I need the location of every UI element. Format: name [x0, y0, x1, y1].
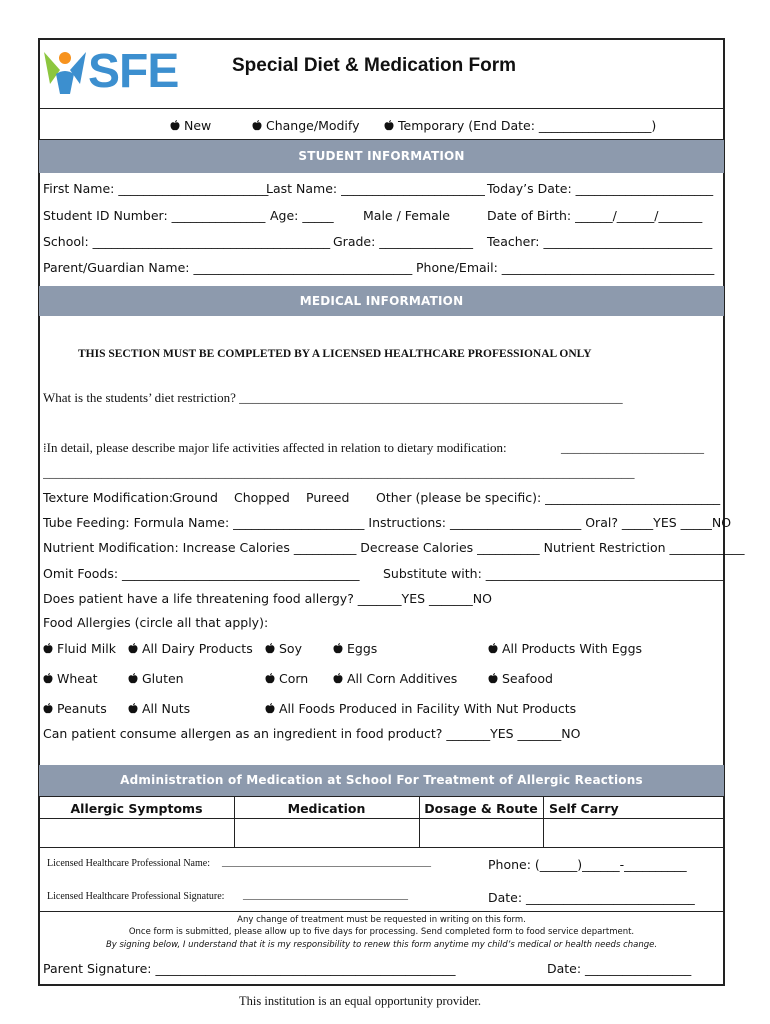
table-line — [39, 847, 724, 848]
option-temporary[interactable]: Temporary (End Date: __________________) — [384, 118, 656, 133]
col-allergic-symptoms: Allergic Symptoms — [70, 801, 203, 816]
hcp-signature-label: Licensed Healthcare Professional Signature: — [47, 891, 225, 902]
divider — [39, 108, 724, 109]
logo-text: SFE — [88, 45, 179, 98]
diet-restriction-field[interactable]: What is the students’ diet restriction? ___________________________________________________________ — [43, 390, 623, 405]
section-medication: Administration of Medication at School For Treatment of Allergic Reactions — [39, 765, 724, 796]
equal-opportunity-note: This institution is an equal opportunity provider. — [239, 994, 481, 1008]
allergy-all-corn-additives[interactable]: All Corn Additives — [333, 671, 457, 686]
text-cursor-icon: ⁞ — [43, 440, 47, 455]
omit-foods-field[interactable]: Omit Foods: ______________________________________ — [43, 566, 360, 581]
consume-allergen-field[interactable]: Can patient consume allergen as an ingredient in food product? _______YES _______NO — [43, 726, 581, 741]
first-name-field[interactable]: First Name: ________________________ — [43, 181, 269, 196]
allergy-corn[interactable]: Corn — [265, 671, 308, 686]
allergy-nut-facility[interactable]: All Foods Produced in Facility With Nut Products — [265, 701, 576, 716]
grade-field[interactable]: Grade: _______________ — [333, 234, 474, 249]
table-line — [39, 796, 724, 797]
gender-field[interactable]: Male / Female — [363, 208, 450, 223]
allergy-all-egg-products[interactable]: All Products With Eggs — [488, 641, 642, 656]
allergy-seafood[interactable]: Seafood — [488, 671, 553, 686]
medical-notice: THIS SECTION MUST BE COMPLETED BY A LICENSED HEALTHCARE PROFESSIONAL ONLY — [78, 348, 592, 360]
table-line — [39, 818, 724, 819]
apple-bullet-icon — [128, 643, 138, 654]
form-title: Special Diet & Medication Form — [232, 55, 516, 76]
texture-chopped[interactable]: Chopped — [234, 490, 290, 505]
dob-field[interactable]: Date of Birth: ______/______/_______ — [487, 208, 703, 223]
apple-bullet-icon — [488, 643, 498, 654]
parent-name-field[interactable]: Parent/Guardian Name: ___________________________________ — [43, 260, 413, 275]
allergy-wheat[interactable]: Wheat — [43, 671, 98, 686]
apple-bullet-icon — [265, 703, 275, 714]
col-dosage-route: Dosage & Route — [424, 801, 538, 816]
logo-mark-icon — [42, 48, 88, 96]
detail-question: ⁞In detail, please describe major life activities affected in relation to dietary modification: — [43, 440, 507, 455]
parent-date-field[interactable]: Date: _________________ — [547, 961, 692, 976]
option-new[interactable]: New — [170, 118, 211, 133]
apple-bullet-icon — [333, 643, 343, 654]
table-line — [543, 796, 544, 847]
tube-feeding-field[interactable]: Tube Feeding: Formula Name: _____________________ Instructions: _____________________ Oral? _____YES _____NO — [43, 515, 732, 530]
allergy-all-dairy[interactable]: All Dairy Products — [128, 641, 253, 656]
hcp-phone-field[interactable]: Phone: (______)______-__________ — [488, 857, 687, 872]
parent-signature-field[interactable]: Parent Signature: ________________________________________________ — [43, 961, 456, 976]
logo — [42, 45, 182, 98]
texture-pureed[interactable]: Pureed — [306, 490, 350, 505]
texture-other[interactable]: Other (please be specific): ____________________________ — [376, 490, 721, 505]
life-threatening-field[interactable]: Does patient have a life threatening food allergy? _______YES _______NO — [43, 591, 492, 606]
substitute-field[interactable]: Substitute with: ______________________________________ — [383, 566, 724, 581]
apple-bullet-icon — [384, 120, 394, 131]
allergy-eggs[interactable]: Eggs — [333, 641, 377, 656]
hcp-date-field[interactable]: Date: ___________________________ — [488, 890, 695, 905]
student-id-field[interactable]: Student ID Number: _______________ — [43, 208, 266, 223]
apple-bullet-icon — [265, 673, 275, 684]
texture-ground[interactable]: Ground — [172, 490, 218, 505]
allergy-all-nuts[interactable]: All Nuts — [128, 701, 190, 716]
apple-bullet-icon — [252, 120, 262, 131]
nutrient-mod-field[interactable]: Nutrient Modification: Increase Calories __________ Decrease Calories __________ Nutrient Restriction ____________ — [43, 540, 745, 555]
age-field[interactable]: Age: _____ — [270, 208, 334, 223]
col-medication: Medication — [287, 801, 366, 816]
allergy-fluid-milk[interactable]: Fluid Milk — [43, 641, 116, 656]
apple-bullet-icon — [43, 643, 53, 654]
apple-bullet-icon — [43, 703, 53, 714]
food-allergies-label: Food Allergies (circle all that apply): — [43, 615, 269, 630]
apple-bullet-icon — [128, 703, 138, 714]
school-field[interactable]: School: ______________________________________ — [43, 234, 331, 249]
apple-bullet-icon — [170, 120, 180, 131]
footer-note-3: By signing below, I understand that it is my responsibility to renew this form anytime my child’s medical or health needs change. — [105, 940, 658, 950]
teacher-field[interactable]: Teacher: ___________________________ — [487, 234, 713, 249]
hcp-name-field[interactable]: ______________________________________ — [222, 856, 431, 868]
option-change[interactable]: Change/Modify — [252, 118, 360, 133]
apple-bullet-icon — [128, 673, 138, 684]
detail-line-2[interactable]: ___________________________________________________________________________________________ — [43, 465, 635, 480]
allergy-peanuts[interactable]: Peanuts — [43, 701, 107, 716]
allergy-soy[interactable]: Soy — [265, 641, 302, 656]
texture-label: Texture Modification: — [43, 490, 174, 505]
apple-bullet-icon — [488, 673, 498, 684]
section-student-info: STUDENT INFORMATION — [39, 140, 724, 173]
allergy-gluten[interactable]: Gluten — [128, 671, 184, 686]
col-self-carry: Self Carry — [549, 801, 619, 816]
section-medical-info: MEDICAL INFORMATION — [39, 286, 724, 316]
hcp-name-label: Licensed Healthcare Professional Name: — [47, 858, 210, 869]
footer-note-1: Any change of treatment must be requested in writing on this form. — [237, 915, 526, 925]
apple-bullet-icon — [333, 673, 343, 684]
apple-bullet-icon — [43, 673, 53, 684]
footer-note-2: Once form is submitted, please allow up to five days for processing. Send completed form to food service department. — [128, 927, 635, 937]
detail-blank[interactable]: ______________________ — [561, 440, 704, 455]
apple-bullet-icon — [265, 643, 275, 654]
todays-date-field[interactable]: Today’s Date: ______________________ — [487, 181, 714, 196]
last-name-field[interactable]: Last Name: _______________________ — [266, 181, 485, 196]
hcp-signature-field[interactable]: ______________________________ — [243, 889, 408, 901]
divider — [39, 911, 724, 912]
phone-email-field[interactable]: Phone/Email: __________________________________ — [416, 260, 715, 275]
